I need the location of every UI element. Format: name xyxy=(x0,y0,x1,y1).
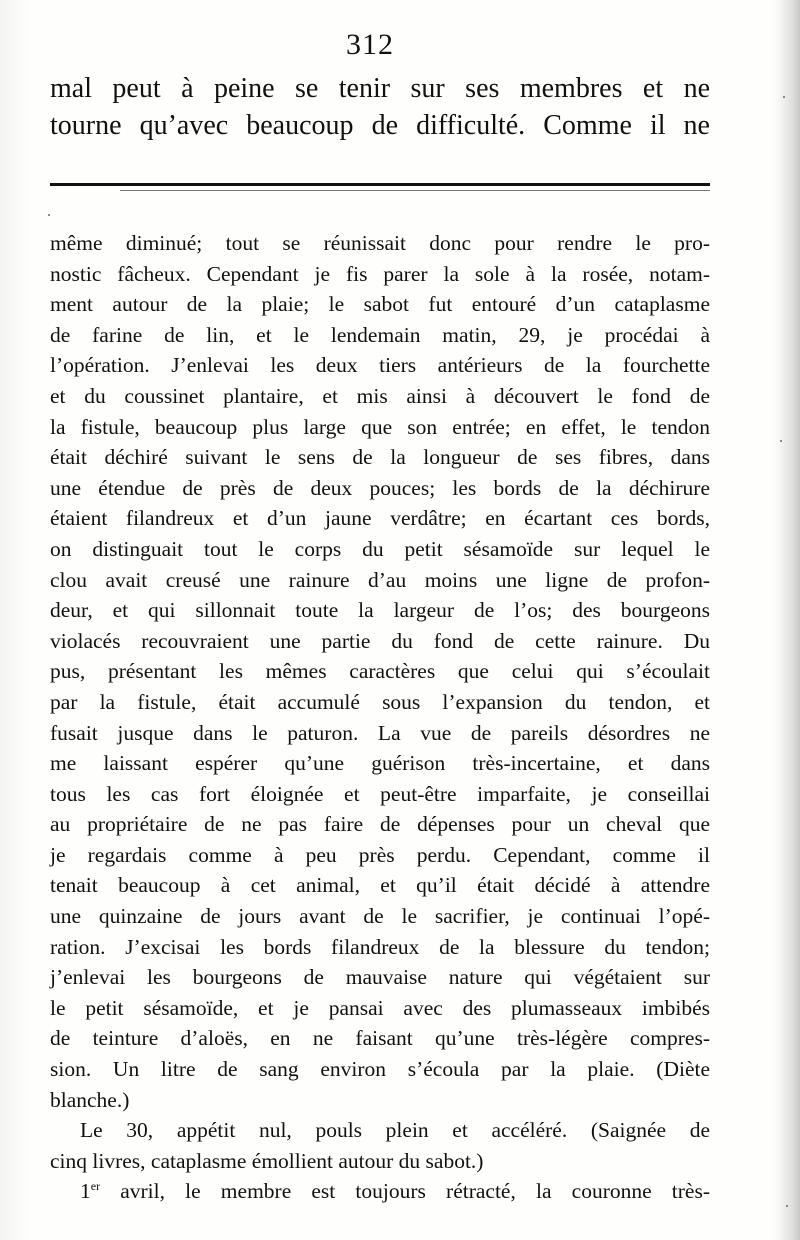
text-line: blanche.) xyxy=(50,1087,130,1112)
text-line: Le 30, appétit nul, pouls plein et accéléré. (Saignée de xyxy=(80,1118,710,1143)
paper-speck xyxy=(786,1205,788,1207)
text-line: on distinguait tout le corps du petit sésamoïde sur lequel le xyxy=(50,536,710,561)
text-line: une quinzaine de jours avant de le sacrifier, je continuai l’opé- xyxy=(50,904,710,929)
text-line: de teinture d’aloës, en ne faisant qu’une très-légère compres- xyxy=(50,1026,710,1051)
paper-speck xyxy=(48,214,50,216)
text-line: la fistule, beaucoup plus large que son entrée; en effet, le tendon xyxy=(50,414,710,439)
text-line: l’opération. J’enlevai les deux tiers antérieurs de la fourchette xyxy=(50,353,710,378)
text-line: deur, et qui sillonnait toute la largeur de l’os; des bourgeons xyxy=(50,598,710,623)
text-line: était déchiré suivant le sens de la longueur de ses fibres, dans xyxy=(50,445,710,470)
text-line: j’enlevai les bourgeons de mauvaise nature qui végétaient sur xyxy=(50,965,710,990)
text-line: me laissant espérer qu’une guérison très-incertaine, et dans xyxy=(50,751,710,776)
text-line: fusait jusque dans le paturon. La vue de pareils désordres ne xyxy=(50,720,710,745)
paper-speck xyxy=(780,440,782,442)
text-line: étaient filandreux et d’un jaune verdâtre; en écartant ces bords, xyxy=(50,506,710,531)
date-rest: avril, le membre est toujours rétracté, la couronne très- xyxy=(100,1179,710,1204)
text-line: le petit sésamoïde, et je pansai avec des plumasseaux imbibés xyxy=(50,995,710,1020)
text-line: clou avait creusé une rainure d’au moins une ligne de profon- xyxy=(50,567,710,592)
running-text-top xyxy=(50,70,710,144)
text-line: et du coussinet plantaire, et mis ainsi à découvert le fond de xyxy=(50,383,710,408)
horizontal-rule-thin xyxy=(120,190,710,191)
text-line: sion. Un litre de sang environ s’écoula par la plaie. (Diète xyxy=(50,1057,710,1082)
text-line: nostic fâcheux. Cependant je fis parer la sole à la rosée, notam- xyxy=(50,261,710,286)
text-line: ration. J’excisai les bords filandreux de la blessure du tendon; xyxy=(50,934,710,959)
text-line: violacés recouvraient une partie du fond de cette rainure. Du xyxy=(50,628,710,653)
main-paragraph xyxy=(50,228,710,1207)
page-number: 312 xyxy=(346,28,394,61)
text-line: tous les cas fort éloignée et peut-être imparfaite, je conseillai xyxy=(50,781,710,806)
text-line: pus, présentant les mêmes caractères que celui qui s’écoulait xyxy=(50,659,710,684)
text-line: de farine de lin, et le lendemain matin, 29, je procédai à xyxy=(50,322,710,347)
text-line: par la fistule, était accumulé sous l’expansion du tendon, et xyxy=(50,689,710,714)
text-line: mal peut à peine se tenir sur ses membres et ne xyxy=(50,73,710,104)
text-line: tenait beaucoup à cet animal, et qu’il était décidé à attendre xyxy=(50,873,710,898)
text-line-final xyxy=(50,1176,710,1207)
paper-speck xyxy=(783,96,785,98)
text-line: une étendue de près de deux pouces; les bords de la déchirure xyxy=(50,475,710,500)
text-line: au propriétaire de ne pas faire de dépenses pour un cheval que xyxy=(50,812,710,837)
horizontal-rule xyxy=(50,183,710,186)
text-line: tourne qu’avec beaucoup de difficulté. Comme il ne xyxy=(50,110,710,141)
text-line: cinq livres, cataplasme émollient autour du sabot.) xyxy=(50,1148,484,1173)
date-day: 1 xyxy=(80,1179,91,1204)
date-superscript: er xyxy=(90,1179,101,1194)
text-line: ment autour de la plaie; le sabot fut entouré d’un cataplasme xyxy=(50,292,710,317)
text-line: même diminué; tout se réunissait donc pour rendre le pro- xyxy=(50,231,710,255)
page-edge-shadow xyxy=(778,0,800,1240)
text-line: je regardais comme à peu près perdu. Cependant, comme il xyxy=(50,842,710,867)
